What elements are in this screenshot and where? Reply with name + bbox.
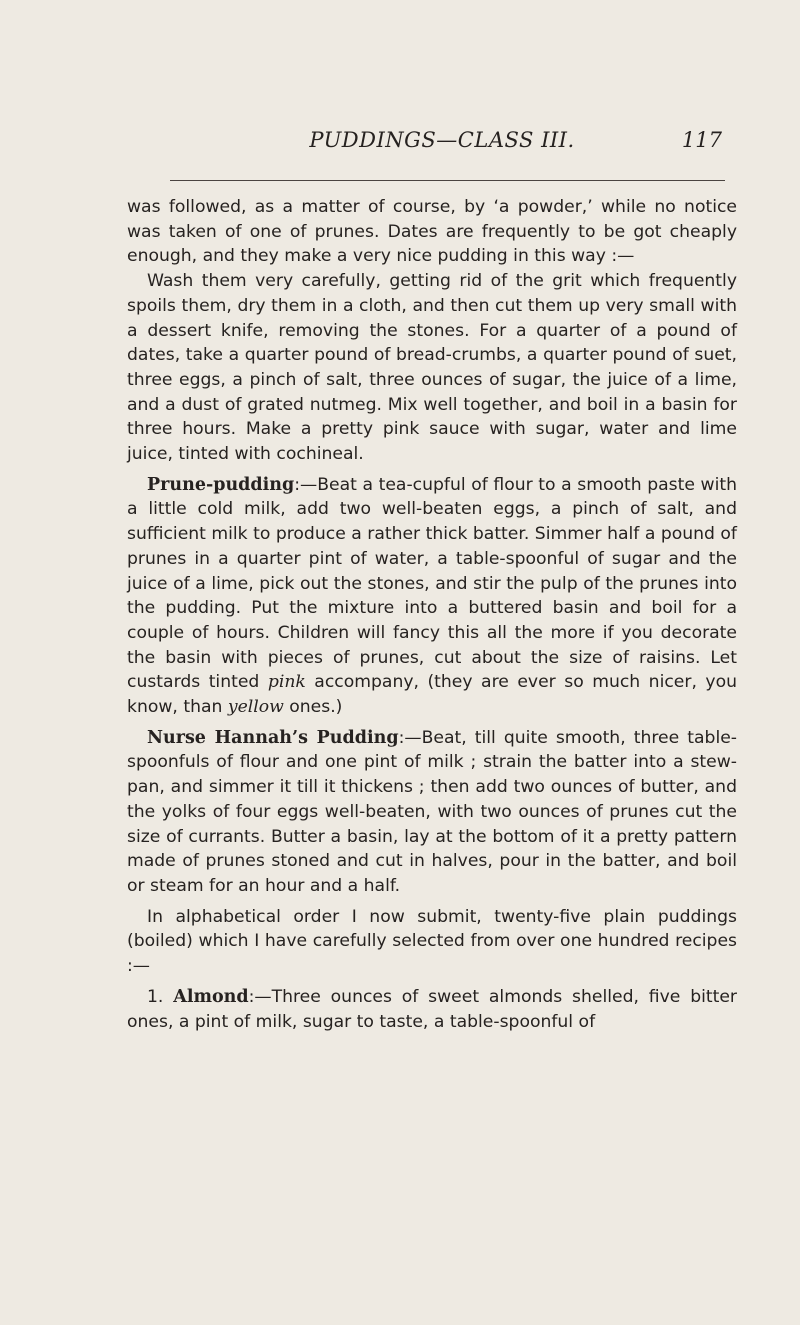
recipe-number: 1. [147,986,164,1007]
recipe-heading: Nurse Hannah’s Pudding [147,727,399,748]
paragraph-continuation: was followed, as a matter of course, by ‘a powder,’ while no notice was taken of one of prunes. Dates are frequently to be got cheaply enough, and they make a very nice pudding in this way :— [127,197,737,267]
page-number: 117 [681,128,722,152]
emphasis-pink: pink [267,672,306,693]
recipe-heading: Prune-pudding [147,474,295,495]
recipe-nurse-hannahs-pudding [127,726,737,899]
recipe-text: :—Beat a tea-cupful of flour to a smooth paste with a little cold milk, add two well-beaten eggs, a pinch of salt, and sufficient milk to produce a rather thick batter. Simmer half a pound of prunes in a quarter pint of water, a table-spoonful of sugar and the juice of a lime, pick out the stones, and stir the pulp of the prunes into the pudding. Put the mixture into a buttered basin and boil for a couple of hours. Children will fancy this all the more if you decorate the basin with pieces of prunes, cut about the size of raisins. Let custards tinted [127,474,737,693]
recipe-prune-pudding [127,473,737,720]
emphasis-yellow: yellow [227,697,284,718]
recipe-almond [127,985,737,1034]
page-header [162,120,722,164]
recipe-text: :—Beat, till quite smooth, three table-spoonfuls of flour and one pint of milk ; strain the batter into a stew-pan, and simmer it till it thickens ; then add two ounces of butter, and the yolks of four eggs well-beaten, with two ounces of prunes cut the size of currants. Butter a basin, lay at the bottom of it a pretty pattern made of prunes stoned and cut in halves, pour in the batter, and boil or steam for an hour and a half. [127,727,737,896]
recipe-heading: Almond [173,986,249,1007]
header-rule [170,180,725,181]
body-text [127,195,737,1034]
recipe-text: accompany, (they are ever so much nicer, you know, than [127,672,737,718]
paragraph-dates-recipe: Wash them very carefully, getting rid of the grit which frequently spoils them, dry them in a cloth, and then cut them up very small with a dessert knife, removing the stones. For a quarter of a pound of dates, take a quarter pound of bread-crumbs, a quarter pound of suet, three eggs, a pinch of salt, three ounces of sugar, the juice of a lime, and a dust of grated nutmeg. Mix well together, and boil in a basin for three hours. Make a pretty pink sauce with sugar, water and lime juice, tinted with cochineal. [127,271,737,465]
paragraph-introduction: In alphabetical order I now submit, twenty-five plain puddings (boiled) which I have carefully selected from over one hundred recipes :— [127,906,737,977]
recipe-text: ones.) [283,697,343,718]
running-title: PUDDINGS—CLASS III. [309,128,575,152]
recipe-text: :—Three ounces of sweet almonds shelled, five bitter ones, a pint of milk, sugar to taste, a table-spoonful of [127,986,737,1032]
